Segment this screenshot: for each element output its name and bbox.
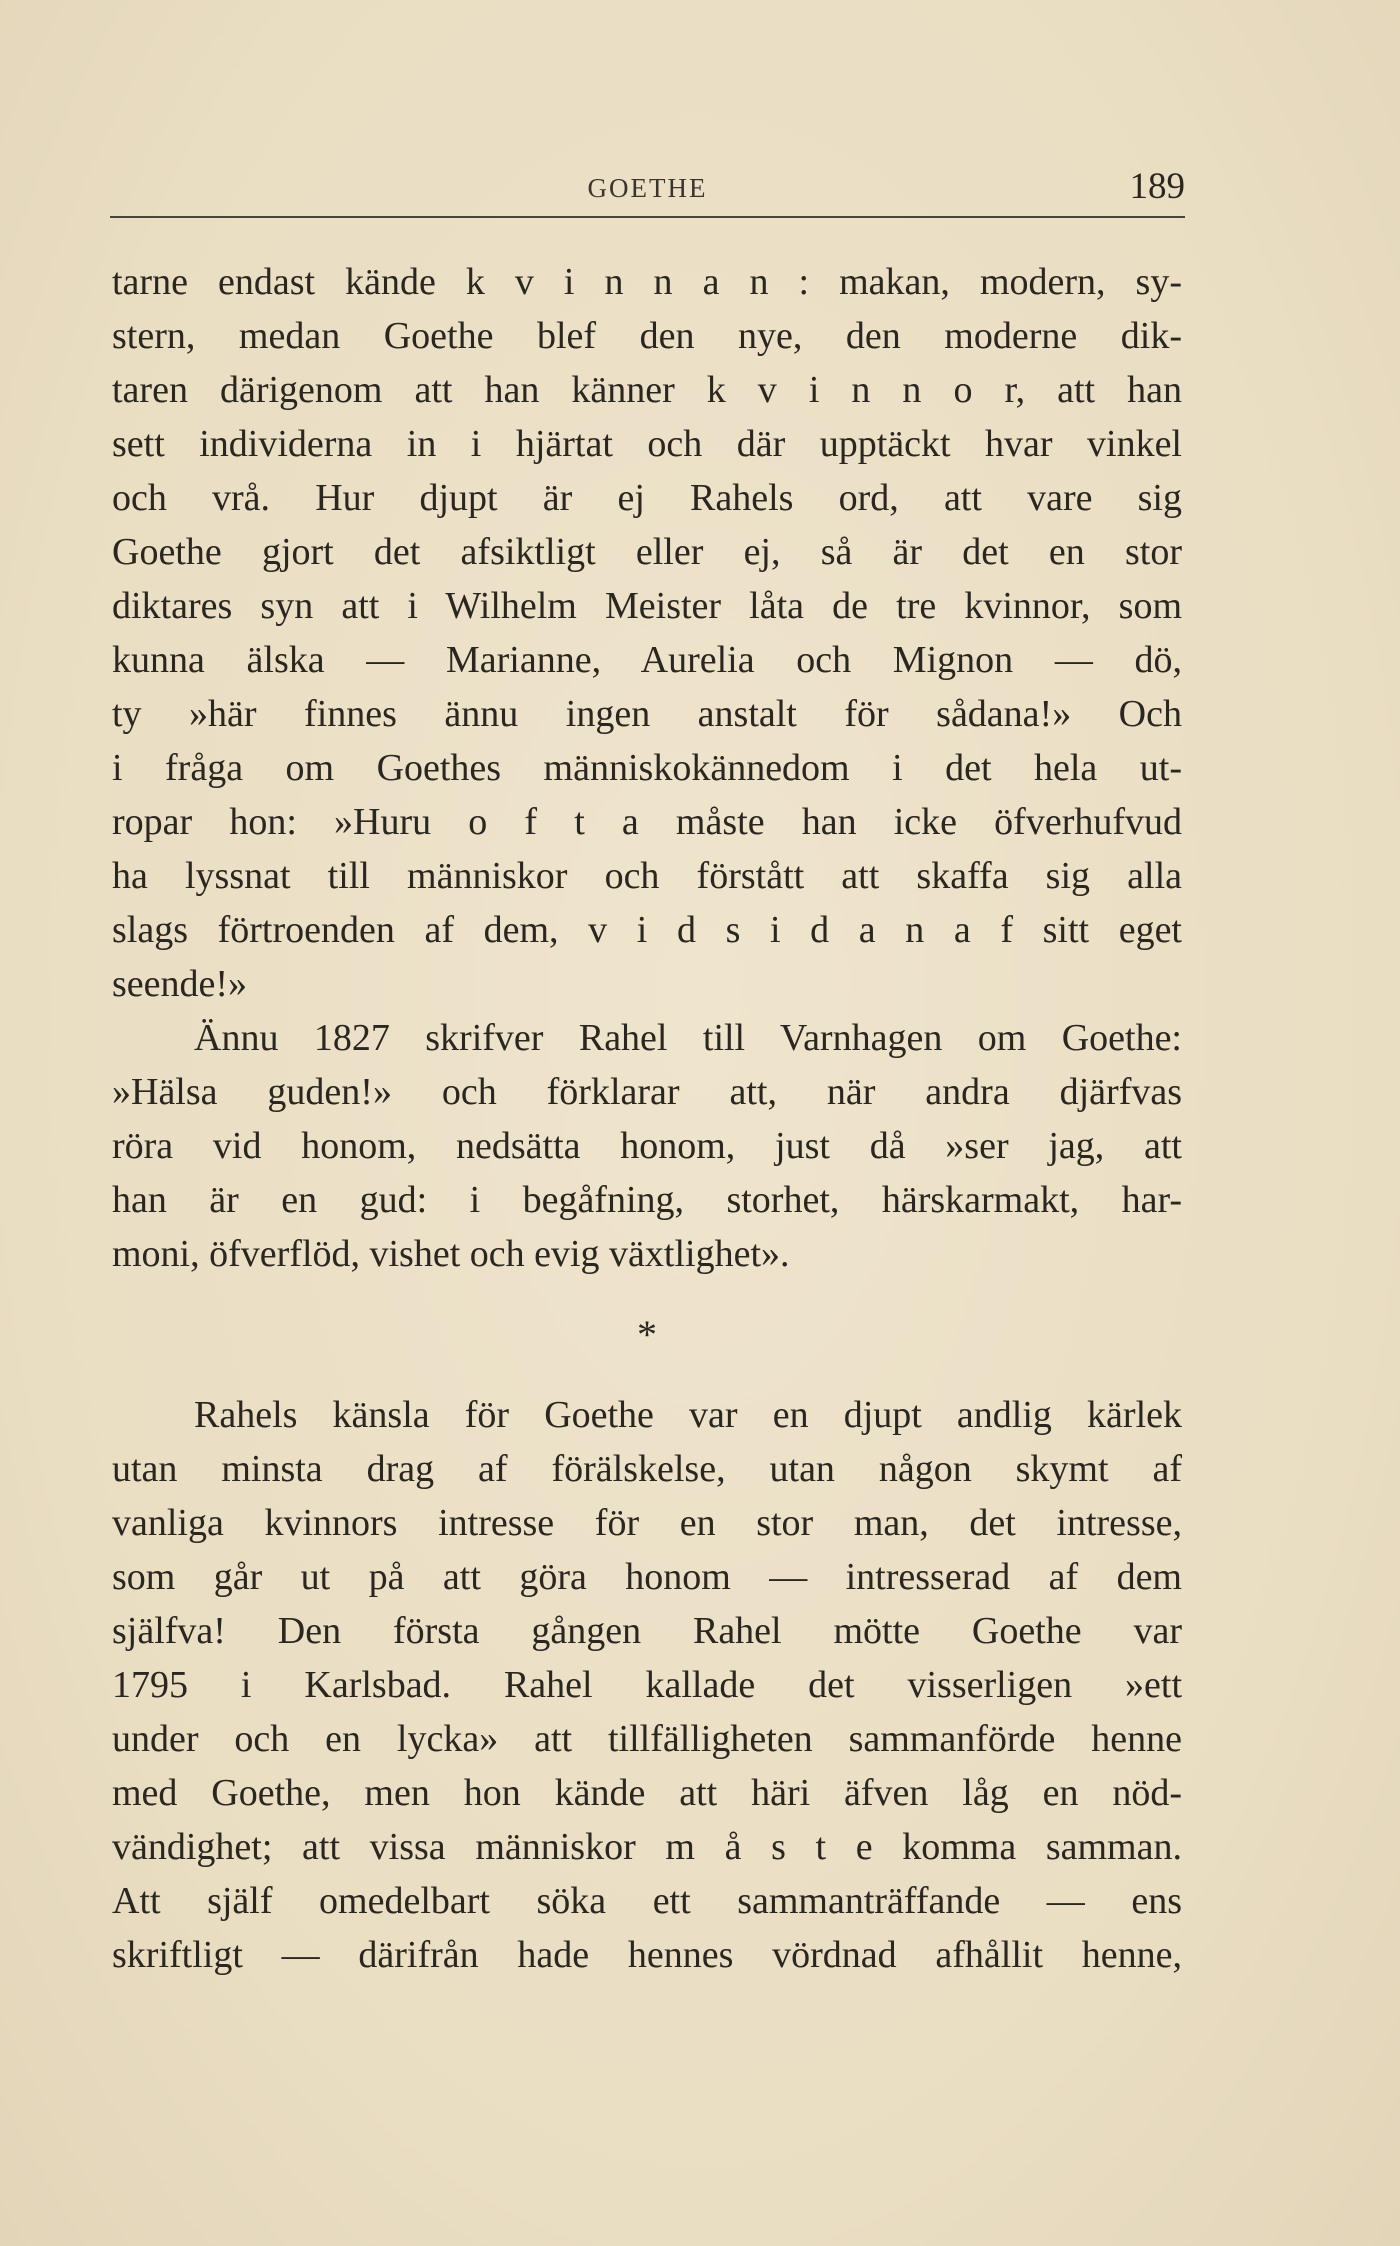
paragraph-1 [112,255,1182,1011]
text-line: utan minsta drag af förälskelse, utan någon skymt af [112,1448,1182,1490]
text-line: taren därigenom att han känner k v i n n o r, att han [112,369,1182,411]
text-line: »Hälsa guden!» och förklarar att, när andra djärfvas [112,1071,1182,1113]
page-header [110,165,1185,215]
text-line: under och en lycka» att tillfälligheten sammanförde henne [112,1718,1182,1760]
text-line: 1795 i Karlsbad. Rahel kallade det visserligen »ett [112,1664,1182,1706]
text-line: som går ut på att göra honom — intresserad af dem [112,1556,1182,1598]
page-number: 189 [1129,166,1185,207]
text-line: vändighet; att vissa människor m å s t e komma samman. [112,1826,1182,1868]
text-line: ha lyssnat till människor och förstått att skaffa sig alla [112,855,1182,897]
text-line: med Goethe, men hon kände att häri äfven låg en nöd- [112,1772,1182,1814]
text-line: sett individerna in i hjärtat och där upptäckt hvar vinkel [112,423,1182,465]
header-rule [110,216,1185,218]
text-line: i fråga om Goethes människokännedom i det hela ut- [112,747,1182,789]
text-line: moni, öfverflöd, vishet och evig växtlighet». [112,1233,790,1275]
text-line: seende!» [112,963,248,1005]
text-line: Goethe gjort det afsiktligt eller ej, så är det en stor [112,531,1182,573]
text-line: själfva! Den första gången Rahel mötte Goethe var [112,1610,1182,1652]
text-line: skriftligt — därifrån hade hennes vördnad afhållit henne, [112,1934,1182,1976]
text-line: och vrå. Hur djupt är ej Rahels ord, att vare sig [112,477,1182,519]
text-line: Rahels känsla för Goethe var en djupt andlig kärlek [194,1394,1182,1436]
text-line: stern, medan Goethe blef den nye, den moderne dik- [112,315,1182,357]
text-line: Ännu 1827 skrifver Rahel till Varnhagen om Goethe: [194,1017,1182,1059]
text-line: han är en gud: i begåfning, storhet, härskarmakt, har- [112,1179,1182,1221]
text-line: ty »här finnes ännu ingen anstalt för sådana!» Och [112,693,1182,735]
text-line: kunna älska — Marianne, Aurelia och Mignon — dö, [112,639,1182,681]
text-line: diktares syn att i Wilhelm Meister låta de tre kvinnor, som [112,585,1182,627]
running-head: GOETHE [587,173,708,203]
section-break: * [637,1312,657,1357]
text-line: slags förtroenden af dem, v i d s i d a n a f sitt eget [112,909,1182,951]
paragraph-3 [112,1388,1182,1982]
text-line: ropar hon: »Huru o f t a måste han icke öfverhufvud [112,801,1182,843]
text-line: Att själf omedelbart söka ett sammanträffande — ens [112,1880,1182,1922]
body-text [112,255,1182,1982]
text-line: vanliga kvinnors intresse för en stor man, det intresse, [112,1502,1182,1544]
text-line: röra vid honom, nedsätta honom, just då »ser jag, att [112,1125,1182,1167]
text-line: tarne endast kände k v i n n a n : makan, modern, sy- [112,261,1182,303]
paragraph-2 [112,1011,1182,1281]
